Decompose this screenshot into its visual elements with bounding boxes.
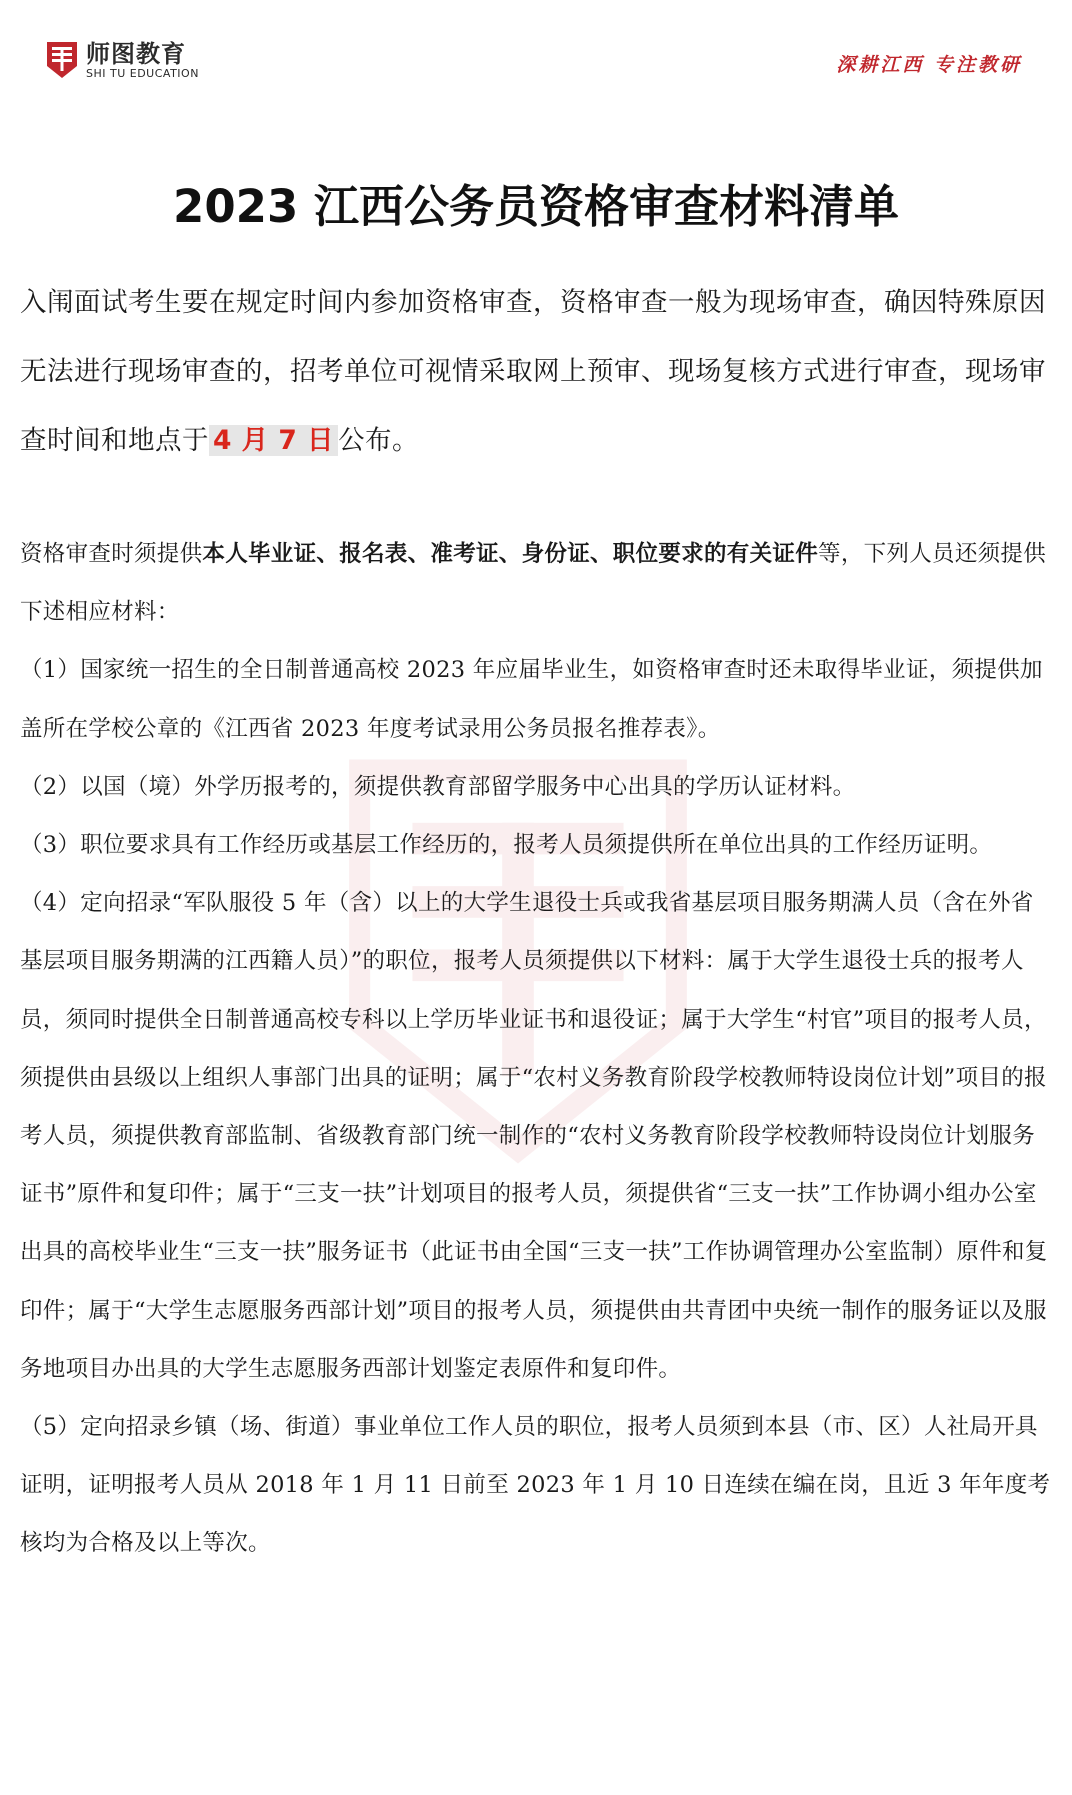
intro-text: 入闱面试考生要在规定时间内参加资格审查，资格审查一般为现场审查，确因特殊原因无法进行现场审查的，招考单位可视情采取网上预审、现场复核方式进行审查，现场审查时间和地点于 (20, 287, 1046, 456)
logo-english-name: SHI TU EDUCATION (86, 66, 199, 80)
list-item-3: （3）职位要求具有工作经历或基层工作经历的，报考人员须提供所在单位出具的工作经历证明。 (20, 832, 993, 859)
intro-paragraph (20, 268, 1052, 475)
required-documents: 本人毕业证、报名表、准考证、身份证、职位要求的有关证件 (202, 541, 819, 567)
brand-logo (44, 40, 199, 80)
requirements-suffix: 等，下列人员还须提供下述相应材料： (20, 541, 1047, 626)
page-title: 2023 江西公务员资格审查材料清单 (173, 180, 899, 233)
page-header (0, 0, 1072, 110)
requirements-prefix: 资格审查时须提供 (20, 541, 203, 567)
list-item-5: （5）定向招录乡镇（场、街道）事业单位工作人员的职位，报考人员须到本县（市、区）人社局开具证明，证明报考人员从 2018 年 1 月 11 日前至 2023 年 1 月 10 日连续在编在岗，且近 3 年年度考核均为合格及以上等次。 (20, 1414, 1051, 1557)
requirements-section (20, 525, 1052, 1573)
intro-text-end: 公布。 (338, 425, 420, 456)
shitu-logo-icon (44, 40, 80, 80)
header-slogan: 深耕江西 专注教研 (836, 54, 1022, 76)
logo-chinese-name: 师图教育 (86, 39, 186, 68)
requirements-paragraph (20, 525, 1052, 641)
announcement-date: 4 月 7 日 (209, 425, 338, 456)
list-item-1: （1）国家统一招生的全日制普通高校 2023 年应届毕业生，如资格审查时还未取得毕业证，须提供加盖所在学校公章的《江西省 2023 年度考试录用公务员报名推荐表》。 (20, 657, 1043, 742)
list-item-4: （4）定向招录“军队服役 5 年（含）以上的大学生退役士兵或我省基层项目服务期满人员（含在外省基层项目服务期满的江西籍人员）”的职位，报考人员须提供以下材料：属于大学生退役士兵的报考人员，须同时提供全日制普通高校专科以上学历毕业证书和退役证；属于大学生“村官”项目的报考人员，须提供由县级以上组织人事部门出具的证明；属于“农村义务教育阶段学校教师特设岗位计划”项目的报考人员，须提供教育部监制、省级教育部门统一制作的“农村义务教育阶段学校教师特设岗位计划服务证书”原件和复印件；属于“三支一扶”计划项目的报考人员，须提供省“三支一扶”工作协调小组办公室出具的高校毕业生“三支一扶”服务证书（此证书由全国“三支一扶”工作协调管理办公室监制）原件和复印件；属于“大学生志愿服务西部计划”项目的报考人员，须提供由共青团中央统一制作的服务证以及服务地项目办出具的大学生志愿服务西部计划鉴定表原件和复印件。 (20, 890, 1048, 1382)
list-item-2: （2）以国（境）外学历报考的，须提供教育部留学服务中心出具的学历认证材料。 (20, 773, 856, 800)
